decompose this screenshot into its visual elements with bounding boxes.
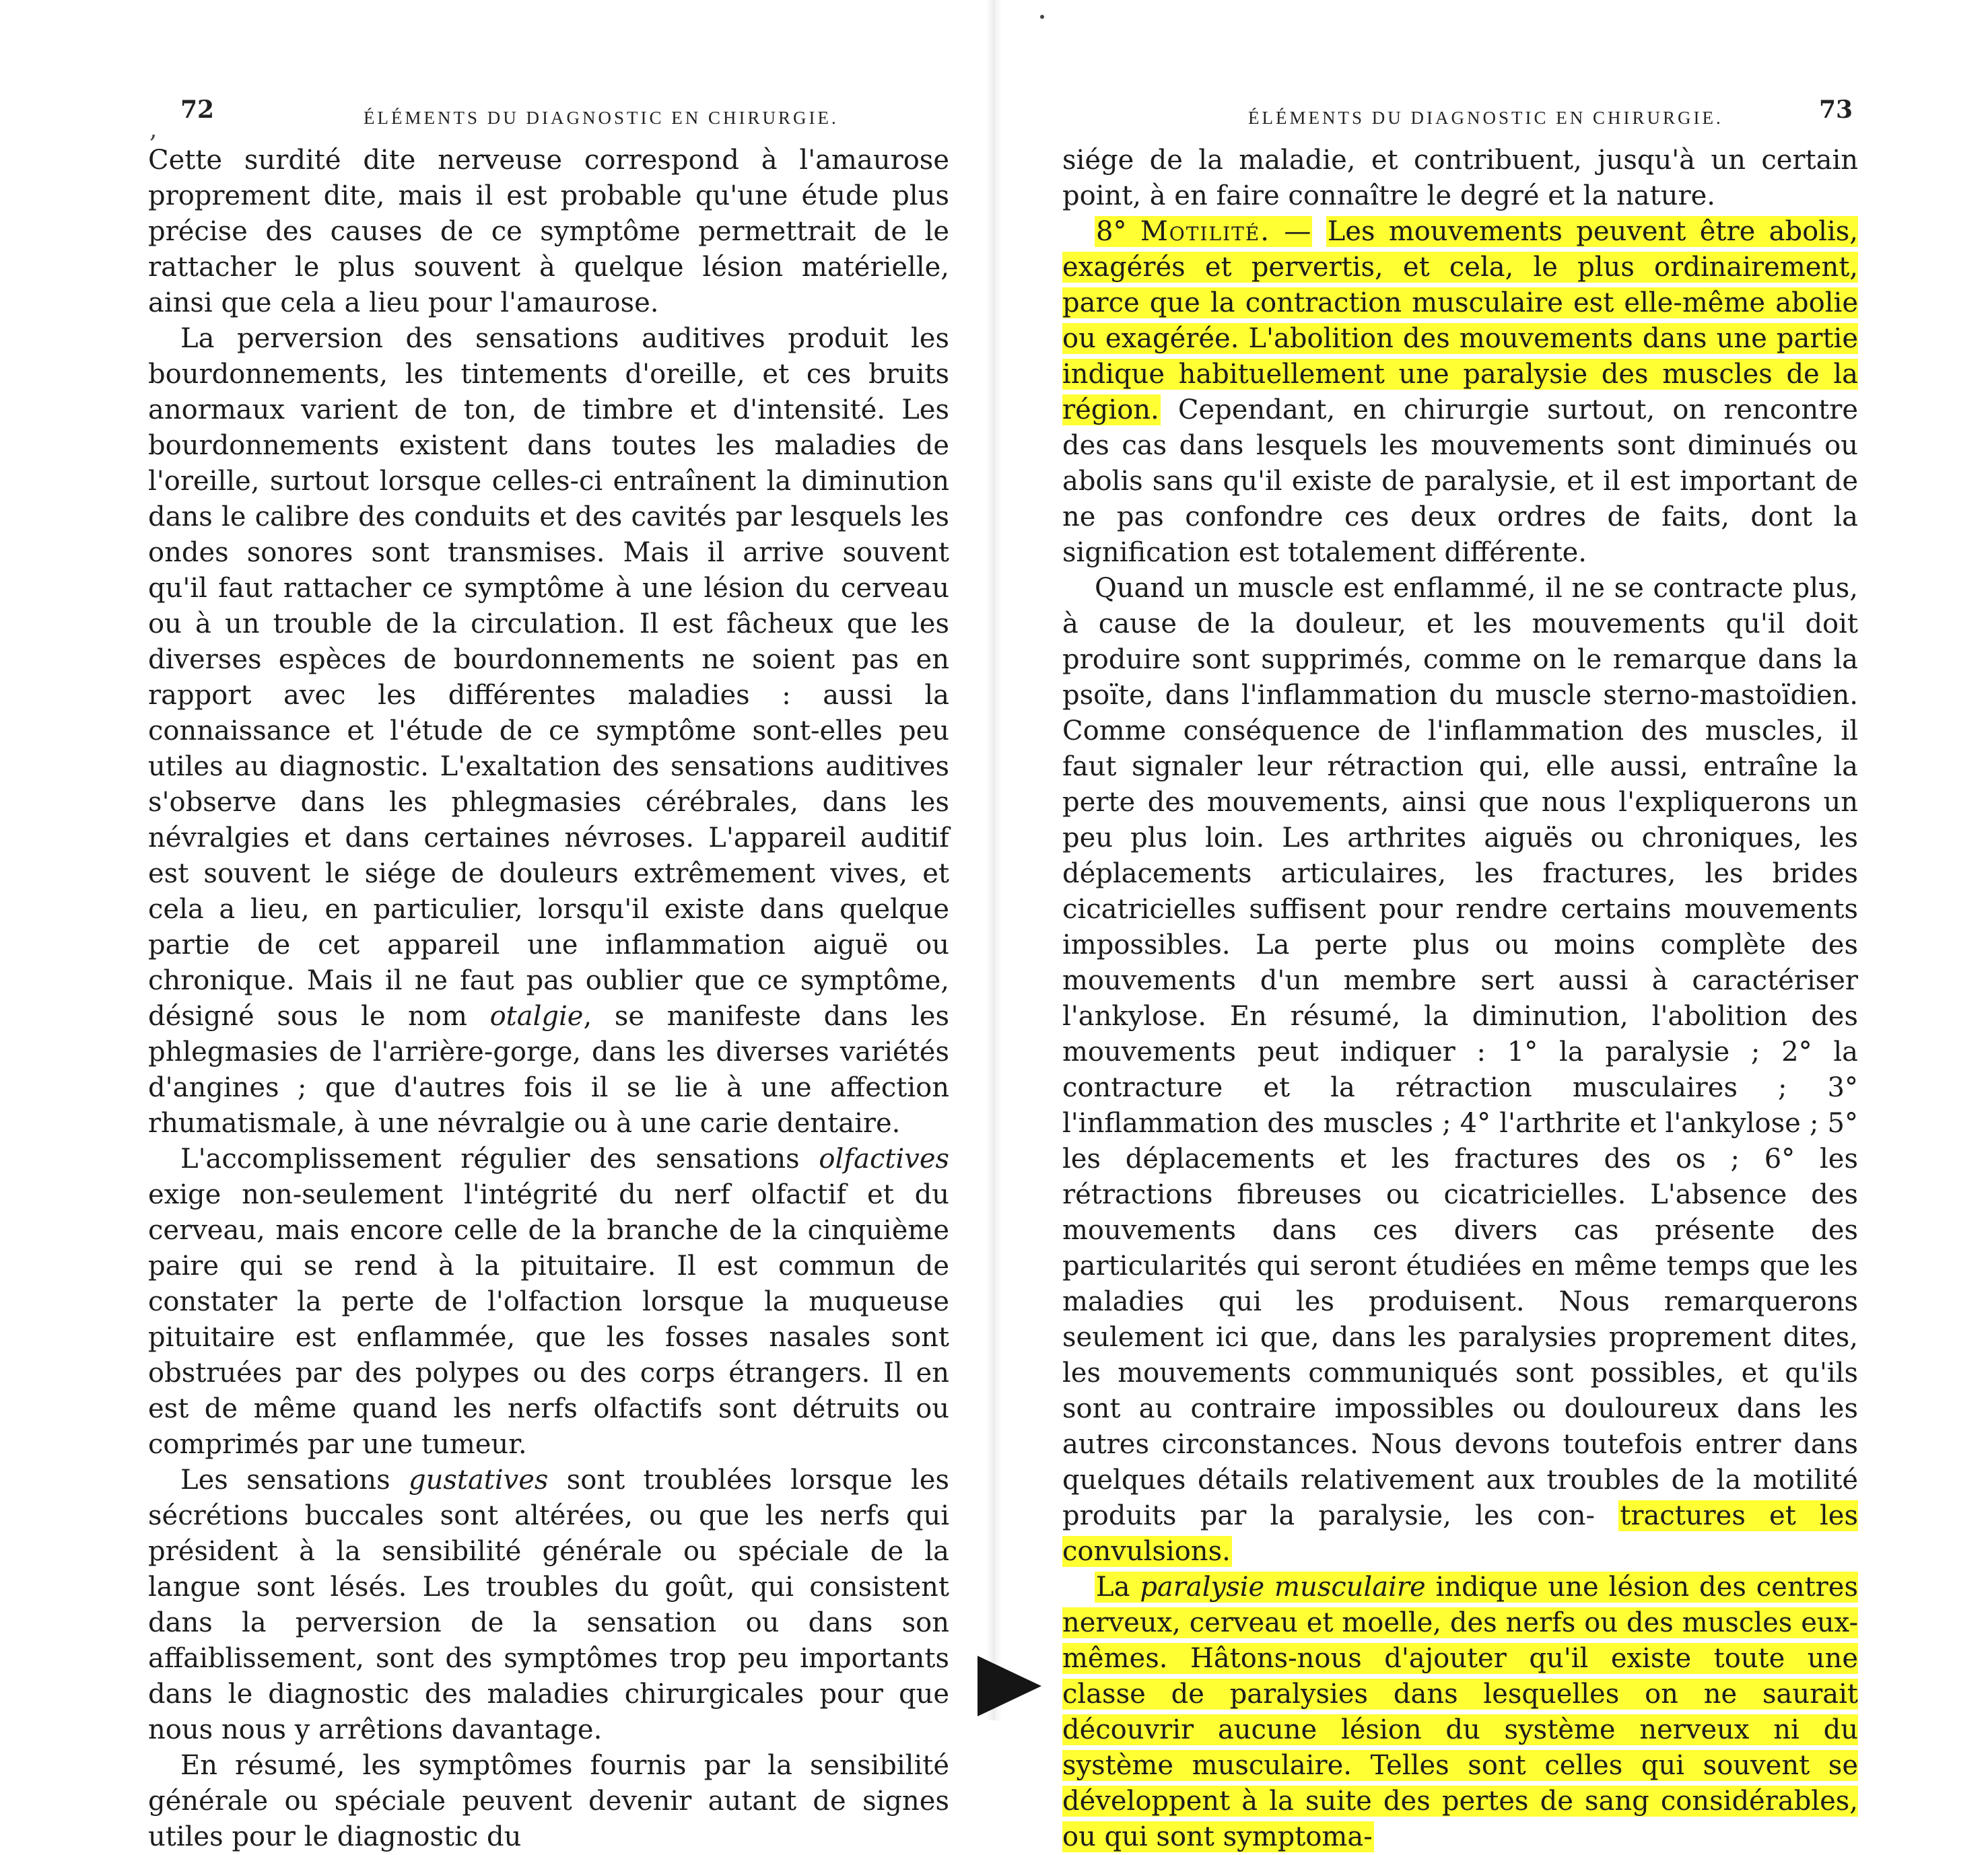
right-paragraph-1: siége de la maladie, et contribuent, jusqu'à un certain point, à en faire connaître le degré et la nature. <box>1062 145 1858 211</box>
left-paragraph-4 <box>148 1463 949 1748</box>
highlight-motilite-label <box>1095 216 1312 247</box>
right-p2-tail: Cependant, en chirurgie surtout, on rencontre des cas dans lesquels les mouvements sont diminués ou abolis sans qu'il existe de paralysie, et il est important de ne pas confondre ces deux ordres de faits, dont la signification est totalement différente. <box>1062 394 1858 568</box>
highlight-motilite-text: Les mouvements peuvent être abolis, exagérés et pervertis, et cela, le plus ordinairement, parce que la contraction musculaire est elle-même abolie ou exagérée. L'abolition des mouvements dans une partie indique habituellement une paralysie des muscles de la région. <box>1062 216 1859 425</box>
left-paragraph-1: Cette surdité dite nerveuse correspond à l'amaurose proprement dite, mais il est probable qu'une étude plus précise des causes de ce symptôme permettrait de le rattacher le plus souvent à quelque lésion matérielle, ainsi que cela a lieu pour l'amaurose. <box>148 145 949 318</box>
right-p3-body: Quand un muscle est enflammé, il ne se contracte plus, à cause de la douleur, et les mouvements qu'il doit produire sont supprimés, comme on le remarque dans la psoïte, dans l'inflammation du muscle sterno-mastoïdien. Comme conséquence de l'inflammation des muscles, il faut signaler leur rétraction qui, elle aussi, entraîne la perte des mouvements, ainsi que nous l'expliquerons un peu plus loin. Les arthrites aiguës ou chroniques, les déplacements articulaires, les fractures, les brides cicatricielles suffisent pour rendre certains mouvements impossibles. La perte plus ou moins complète des mouvements d'un membre sert aussi à caractériser l'ankylose. En résumé, la diminution, l'abolition des mouvements peut indiquer : 1° la paralysie ; 2° la contracture et la rétraction musculaires ; 3° l'inflammation des muscles ; 4° l'arthrite et l'ankylose ; 5° les déplacements et les fractures des os ; 6° les rétractions fibreuses ou cicatricielles. L'absence des mouvements dans ces divers cas présente des particularités qui seront étudiées en même temps que les maladies qui les produisent. Nous remarquerons seulement ici que, dans les paralysies proprement dites, les mouvements communiqués sont possibles, et qu'ils sont au contraire impossibles ou douloureux dans les autres circonstances. Nous devons toutefois entrer dans quelques détails relativement aux troubles de la motilité produits par la paralysie, les con- <box>1062 573 1858 1531</box>
page-number-right: 73 <box>1819 96 1853 124</box>
highlight-convulsions: tractures et les convulsions. <box>1062 1500 1858 1567</box>
section-title-motilite: Motilité. <box>1140 216 1270 247</box>
right-paragraph-4 <box>1062 1570 1858 1855</box>
right-page <box>994 0 1988 1852</box>
left-paragraph-2 <box>148 321 949 1142</box>
highlight-paralysie <box>1062 1572 1858 1852</box>
left-p2-tail: , se manifeste dans les phlegmasies de l'arrière-gorge, dans les diverses variétés d'angines ; que d'autres fois il se lie à une affection rhumatismale, à une névralgie ou à une carie dentaire. <box>148 1001 950 1139</box>
left-p3-tail: exige non-seulement l'intégrité du nerf olfactif et du cerveau, mais encore celle de la branche de la cinquième paire qui se rend à la pituitaire. Il est commun de constater la perte de l'olfaction lorsque la muqueuse pituitaire est enflammée, que les fosses nasales sont obstruées par des polypes ou des corps étrangers. Il en est de même quand les nerfs olfactifs sont détruits ou comprimés par une tumeur. <box>148 1179 949 1460</box>
left-paragraph-5: En résumé, les symptômes fournis par la sensibilité générale ou spéciale peuvent devenir autant de signes utiles pour le diagnostic du <box>148 1750 949 1852</box>
right-p4-italic: paralysie musculaire <box>1140 1572 1426 1603</box>
left-p2-body: La perversion des sensations auditives produit les bourdonnements, les tintements d'oreille, et ces bruits anormaux varient de ton, de timbre et d'intensité. Les bourdonnements existent dans toutes les maladies de l'oreille, surtout lorsque celles-ci entraînent la diminution dans le calibre des conduits et des cavités par lesquels les ondes sonores sont transmises. Mais il arrive souvent qu'il faut rattacher ce symptôme à une lésion du cerveau ou à un trouble de la circulation. Il est fâcheux que les diverses espèces de bourdonnements ne soient pas en rapport avec les différentes maladies : aussi la connaissance et l'étude de ce symptôme sont-elles peu utiles au diagnostic. L'exaltation des sensations auditives s'observe dans les phlegmasies cérébrales, dans les névralgies et dans certaines névroses. L'appareil auditif est souvent le siége de douleurs extrêmement vives, et cela a lieu, en particulier, lorsqu'il existe dans quelque partie de cet appareil une inflammation aiguë ou chronique. Mais il ne faut pas oublier que ce symptôme, désigné sous le nom <box>148 323 949 1032</box>
margin-mark: , <box>149 116 158 143</box>
right-p4-tail: indique une lésion des centres nerveux, cerveau et moelle, des nerfs ou des muscles eux-mêmes. Hâtons-nous d'ajouter qu'il existe toute une classe de paralysies dans lesquelles on ne saurait découvrir aucune lésion du système nerveux ni du système musculaire. Telles sont celles qui souvent se développent à la suite des pertes de sang considérables, ou qui sont symptoma- <box>1062 1572 1858 1852</box>
running-header-right: ÉLÉMENTS DU DIAGNOSTIC EN CHIRURGIE. <box>1248 108 1723 128</box>
left-p4-head: Les sensations <box>180 1465 390 1496</box>
left-paragraph-3 <box>148 1142 949 1463</box>
right-page-text <box>1062 143 1858 1855</box>
right-paragraph-3 <box>1062 571 1858 1570</box>
section-number: 8° <box>1096 216 1127 247</box>
left-p3-italic: olfactives <box>819 1144 950 1175</box>
left-page-text <box>148 143 949 1855</box>
left-p4-tail: sont troublées lorsque les sécrétions buccales sont altérées, ou que les nerfs qui président à la sensibilité générale ou spéciale de la langue sont lésés. Les troubles du goût, qui consistent dans la perversion de la sensation ou dans son affaiblissement, sont des symptômes trop peu importants dans le diagnostic des maladies chirurgicales pour que nous nous y arrêtions davantage. <box>148 1465 949 1745</box>
left-p4-italic: gustatives <box>408 1465 549 1496</box>
left-p3-head: L'accomplissement régulier des sensations <box>180 1144 800 1175</box>
left-page <box>0 0 994 1852</box>
page-number-left: 72 <box>180 96 215 124</box>
section-dash: — <box>1284 216 1311 247</box>
running-header-left: ÉLÉMENTS DU DIAGNOSTIC EN CHIRURGIE. <box>364 108 839 128</box>
right-paragraph-2 <box>1062 214 1858 571</box>
right-p4-head: La <box>1096 1572 1130 1603</box>
page-fold-shadow <box>978 1656 1041 1716</box>
left-p2-italic: otalgie <box>489 1001 584 1032</box>
